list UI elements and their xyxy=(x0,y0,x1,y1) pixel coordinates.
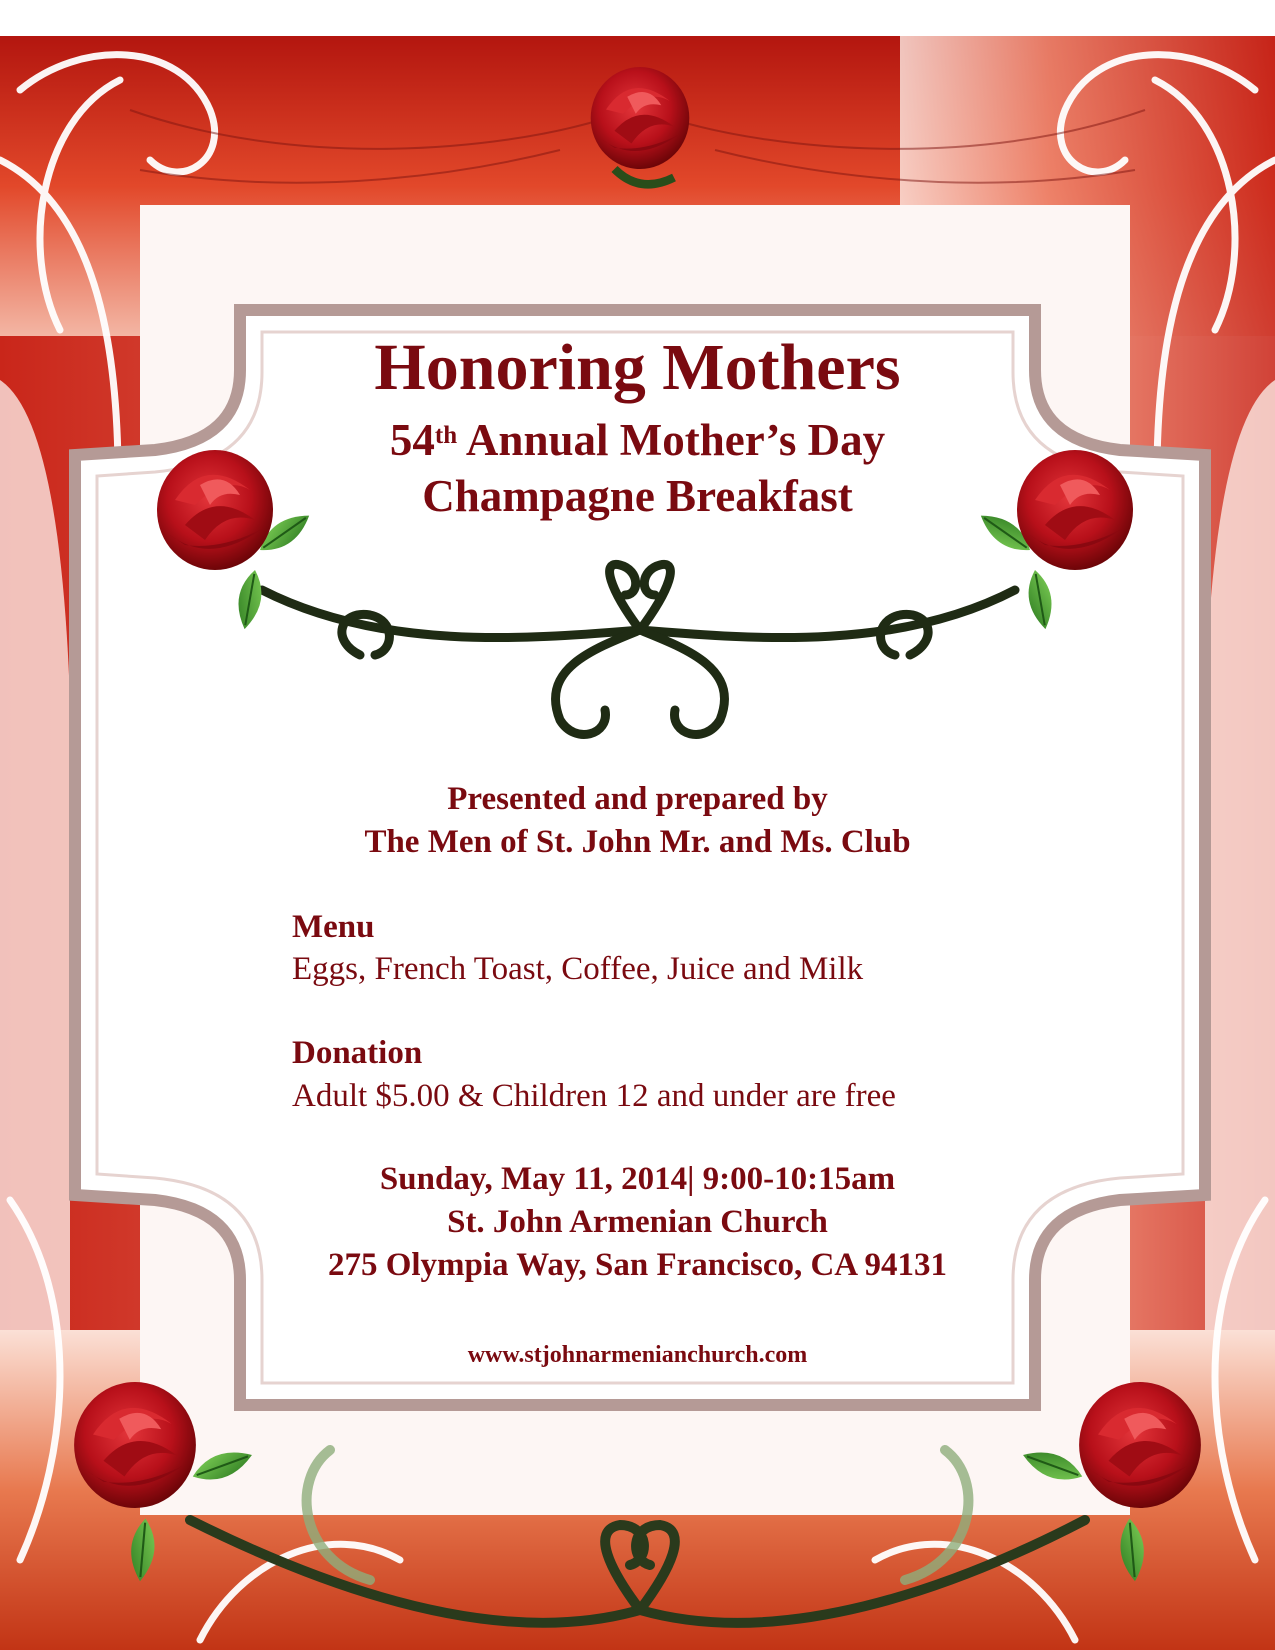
event-subtitle-line2: Champagne Breakfast xyxy=(422,471,853,521)
event-subtitle xyxy=(0,412,1275,468)
ordinal-suffix: th xyxy=(434,422,458,449)
event-address: 275 Olympia Way, San Francisco, CA 94131 xyxy=(327,1247,948,1283)
host-club: The Men of St. John Mr. and Ms. Club xyxy=(364,824,911,860)
subtitle-text: Annual Mother’s Day xyxy=(457,415,886,465)
menu-items: Eggs, French Toast, Coffee, Juice and Milk xyxy=(292,951,864,987)
anniversary-number: 54 xyxy=(389,415,435,465)
event-venue: St. John Armenian Church xyxy=(447,1204,828,1240)
event-title: Honoring Mothers xyxy=(374,331,901,404)
presented-by: Presented and prepared by xyxy=(447,781,828,817)
event-date-time: Sunday, May 11, 2014| 9:00-10:15am xyxy=(379,1161,896,1197)
donation-text: Adult $5.00 & Children 12 and under are free xyxy=(292,1078,896,1114)
website-link[interactable]: www.stjohnarmenianchurch.com xyxy=(467,1342,808,1368)
menu-heading: Menu xyxy=(292,909,375,945)
donation-heading: Donation xyxy=(292,1035,423,1071)
